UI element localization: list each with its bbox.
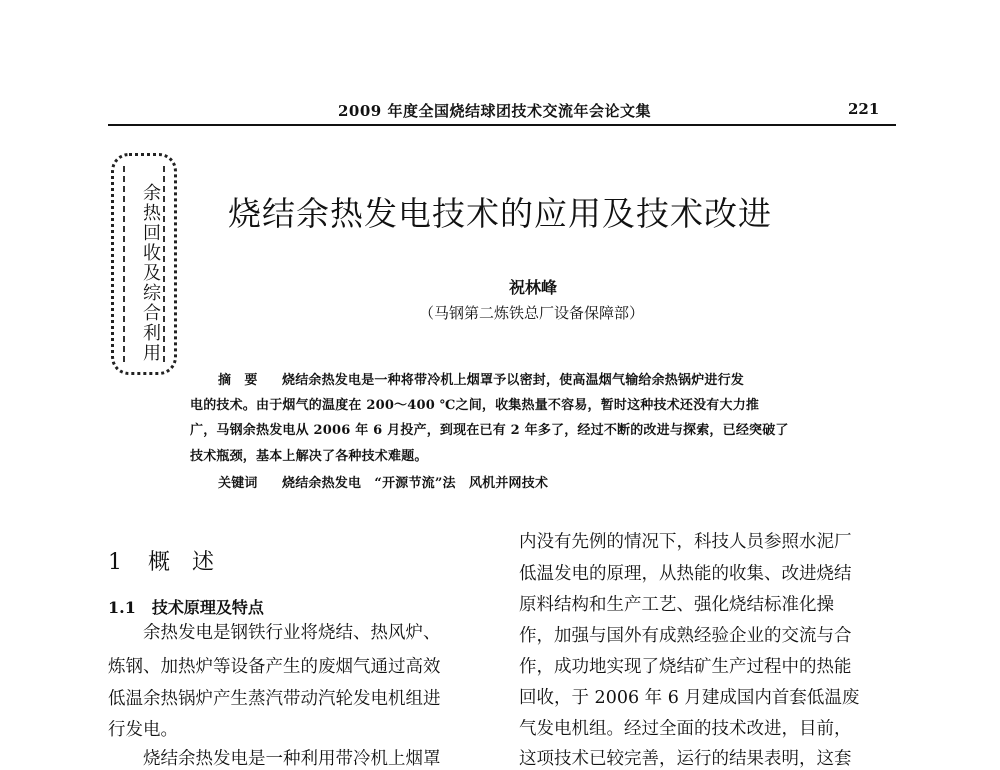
running-header-title: 2009 年度全国烧结球团技术交流年会论文集 xyxy=(338,102,651,120)
abstract-line: 电的技术。由于烟气的温度在 200～400 ℃之间，收集热量不容易，暂时这种技术还没有大力推 xyxy=(190,398,760,413)
paper-title: 烧结余热发电技术的应用及技术改进 xyxy=(228,194,772,233)
column-badge-border xyxy=(123,166,165,362)
body-line: 行发电。 xyxy=(108,720,178,740)
body-line: 原料结构和生产工艺、强化烧结标准化操 xyxy=(519,595,834,615)
abstract-line: 技术瓶颈，基本上解决了各种技术难题。 xyxy=(190,449,428,464)
body-line: 余热发电是钢铁行业将烧结、热风炉、 xyxy=(108,623,441,643)
abstract-line: 广，马钢余热发电从 2006 年 6 月投产，到现在已有 2 年多了，经过不断的改进与探索，已经突破了 xyxy=(190,423,789,438)
body-line: 低温余热锅炉产生蒸汽带动汽轮发电机组进 xyxy=(108,689,441,709)
column-badge-text: 余热回收及综合利用 xyxy=(140,183,161,363)
keywords-label: 关键词 xyxy=(218,476,258,491)
body-line: 气发电机组。经过全面的技术改进，目前， xyxy=(519,719,852,739)
section-number: 1 xyxy=(108,550,122,575)
body-line: 作，成功地实现了烧结矿生产过程中的热能 xyxy=(519,657,852,677)
section-title: 概述 xyxy=(148,550,237,575)
author-affiliation: （马钢第二炼铁总厂设备保障部） xyxy=(419,304,645,322)
body-line: 炼钢、加热炉等设备产生的废烟气通过高效 xyxy=(108,657,441,677)
abstract-line: 烧结余热发电是一种将带冷机上烟罩予以密封，使高温烟气输给余热锅炉进行发 xyxy=(282,373,745,388)
author-name: 祝林峰 xyxy=(509,278,558,297)
body-line: 低温发电的原理，从热能的收集、改进烧结 xyxy=(519,564,852,584)
body-line: 这项技术已较完善，运行的结果表明，这套 xyxy=(519,749,852,769)
page-number: 221 xyxy=(848,100,880,118)
body-line: 作，加强与国外有成熟经验企业的交流与合 xyxy=(519,626,852,646)
keywords-value: 烧结余热发电 “开源节流”法 风机并网技术 xyxy=(282,476,549,491)
header-rule xyxy=(108,124,896,126)
section-heading xyxy=(108,545,236,576)
body-line: 内没有先例的情况下，科技人员参照水泥厂 xyxy=(519,532,852,552)
subsection-heading: 1.1 技术原理及特点 xyxy=(108,598,264,617)
abstract-label: 摘 要 xyxy=(218,373,258,388)
body-line: 烧结余热发电是一种利用带冷机上烟罩 xyxy=(108,749,441,769)
column-badge xyxy=(111,153,177,375)
body-line: 回收，于 2006 年 6 月建成国内首套低温废 xyxy=(519,688,860,708)
